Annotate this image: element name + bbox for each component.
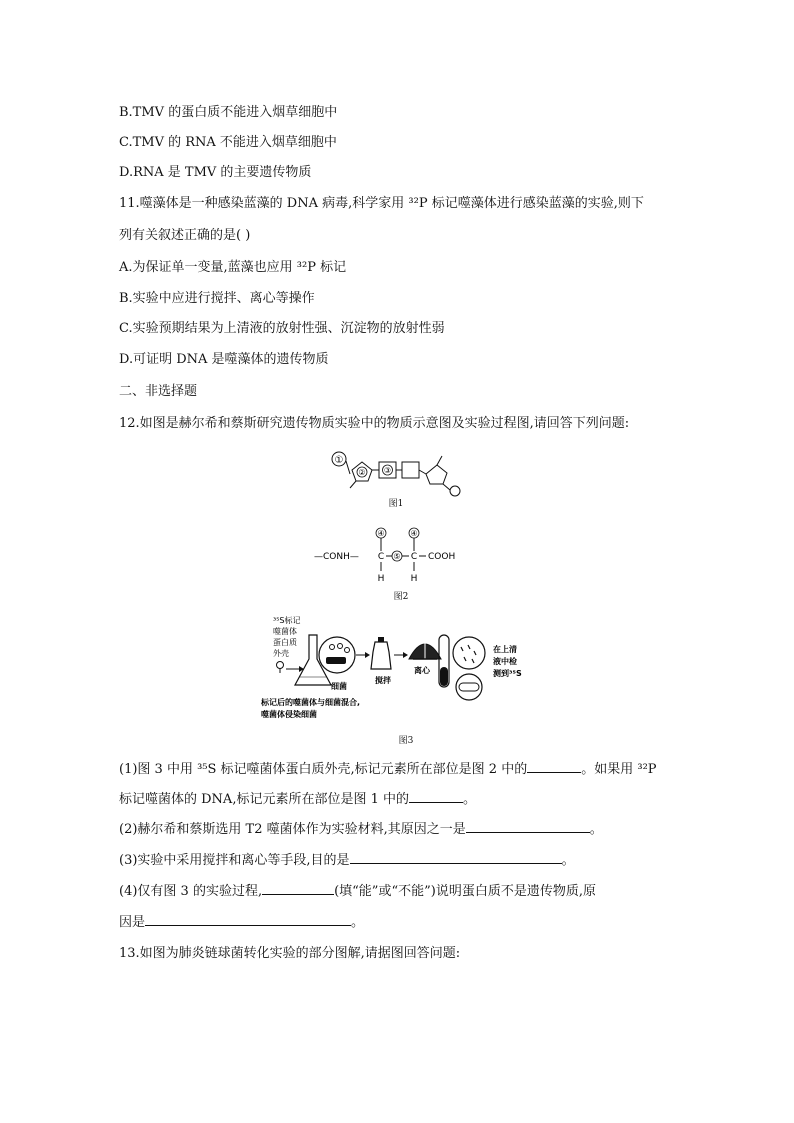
- fig1-label-1: ①: [334, 455, 344, 466]
- q12-sub4-line2: [119, 913, 364, 932]
- fig3-label-centrifuge: 离心: [414, 666, 430, 675]
- q12-sub3: [119, 851, 575, 870]
- q12-sub2-blank[interactable]: [466, 820, 590, 833]
- q12-sub1-line1-text-a: (1)图 3 中用 ³⁵S 标记噬菌体蛋白质外壳,标记元素所在部位是图 2 中的: [119, 762, 528, 777]
- q11-option-c: C.实验预期结果为上清液的放射性强、沉淀物的放射性弱: [119, 321, 445, 336]
- q12-sub2-text-a: (2)赫尔希和蔡斯选用 T2 噬菌体作为实验材料,其原因之一是: [119, 822, 466, 837]
- q12-sub3-blank[interactable]: [350, 851, 562, 864]
- q12-sub3-text-a: (3)实验中采用搅拌和离心等手段,目的是: [119, 853, 350, 868]
- fig3-label-result-1: 在上清: [493, 645, 517, 654]
- section-title: 二、非选择题: [119, 384, 198, 399]
- fig3-label-bottom-1: 标记后的噬菌体与细菌混合,: [261, 698, 361, 707]
- q11-option-b: B.实验中应进行搅拌、离心等操作: [119, 291, 315, 306]
- q12-sub4-line1: [119, 882, 596, 901]
- fig2-left-group: —CONH—: [314, 552, 359, 562]
- fig2-right-group: COOH: [428, 552, 456, 562]
- q12-sub1-line2-text-b: 。: [463, 792, 477, 807]
- q11-option-a: A.为保证单一变量,蓝藻也应用 ³²P 标记: [119, 260, 347, 275]
- q12-sub4-line1-text-b: (填“能”或“不能”)说明蛋白质不是遗传物质,原: [334, 884, 596, 899]
- q12-sub1-line1-text-b: 。如果用 ³²P: [581, 762, 657, 777]
- figure-3-experiment-process: [255, 607, 545, 725]
- figure-1-nucleotide-diagram: [326, 448, 466, 498]
- q12-sub4-blank-1[interactable]: [262, 882, 334, 895]
- fig3-label-stir: 搅拌: [375, 676, 391, 685]
- figure-1-caption: 图1: [388, 499, 404, 509]
- q12-sub1-blank-1[interactable]: [527, 760, 581, 773]
- q11-stem-line2: 列有关叙述正确的是( ): [119, 228, 251, 243]
- fig3-label-top-1: ³⁵S标记: [273, 616, 301, 625]
- q12-sub4-line2-text-b: 。: [351, 915, 365, 930]
- q12-sub1-line1: [119, 760, 657, 779]
- fig2-h-2: H: [410, 574, 418, 584]
- figure-2-caption: 图2: [393, 592, 409, 602]
- q12-sub2: [119, 820, 603, 839]
- fig2-label-5: ⑤: [393, 552, 401, 561]
- fig3-label-bacteria: 细菌: [331, 682, 347, 691]
- q12-sub4-line1-text-a: (4)仅有图 3 的实验过程,: [119, 884, 263, 899]
- fig3-label-result-3: 测到³⁵S: [493, 669, 522, 678]
- q13-stem: 13.如图为肺炎链球菌转化实验的部分图解,请据图回答问题:: [119, 946, 461, 961]
- q12-sub1-line2: [119, 790, 476, 809]
- fig2-label-4b: ④: [410, 529, 418, 538]
- q10-option-d: D.RNA 是 TMV 的主要遗传物质: [119, 165, 312, 180]
- q12-sub1-blank-2[interactable]: [409, 790, 463, 803]
- q10-option-b: B.TMV 的蛋白质不能进入烟草细胞中: [119, 105, 338, 120]
- q12-stem: 12.如图是赫尔希和蔡斯研究遗传物质实验中的物质示意图及实验过程图,请回答下列问题:: [119, 416, 630, 431]
- fig3-label-top-2: 噬菌体: [273, 627, 297, 636]
- q10-option-c: C.TMV 的 RNA 不能进入烟草细胞中: [119, 135, 337, 150]
- fig3-label-bottom-2: 噬菌体侵染细菌: [261, 710, 317, 719]
- q12-sub4-line2-text-a: 因是: [119, 915, 146, 930]
- q12-sub2-text-b: 。: [589, 822, 603, 837]
- figure-3-caption: 图3: [398, 736, 414, 746]
- fig2-h-1: H: [377, 574, 385, 584]
- fig2-carbon-1: C: [377, 552, 385, 562]
- q11-stem-line1: 11.噬藻体是一种感染蓝藻的 DNA 病毒,科学家用 ³²P 标记噬藻体进行感染蓝藻的实验,则下: [119, 196, 644, 211]
- fig2-label-4a: ④: [377, 529, 385, 538]
- fig3-label-top-3: 蛋白质: [273, 638, 297, 647]
- q12-sub3-text-b: 。: [561, 853, 575, 868]
- fig3-label-top-4: 外壳: [273, 649, 289, 658]
- fig1-label-2: ②: [358, 468, 366, 477]
- fig3-label-result-2: 液中检: [493, 657, 517, 666]
- q12-sub1-line2-text-a: 标记噬菌体的 DNA,标记元素所在部位是图 1 中的: [119, 792, 409, 807]
- figure-2-amino-acid-diagram: [314, 525, 464, 585]
- fig1-label-3: ③: [383, 466, 392, 475]
- q12-sub4-blank-2[interactable]: [145, 913, 351, 926]
- q11-option-d: D.可证明 DNA 是噬藻体的遗传物质: [119, 352, 329, 367]
- fig2-carbon-2: C: [410, 552, 418, 562]
